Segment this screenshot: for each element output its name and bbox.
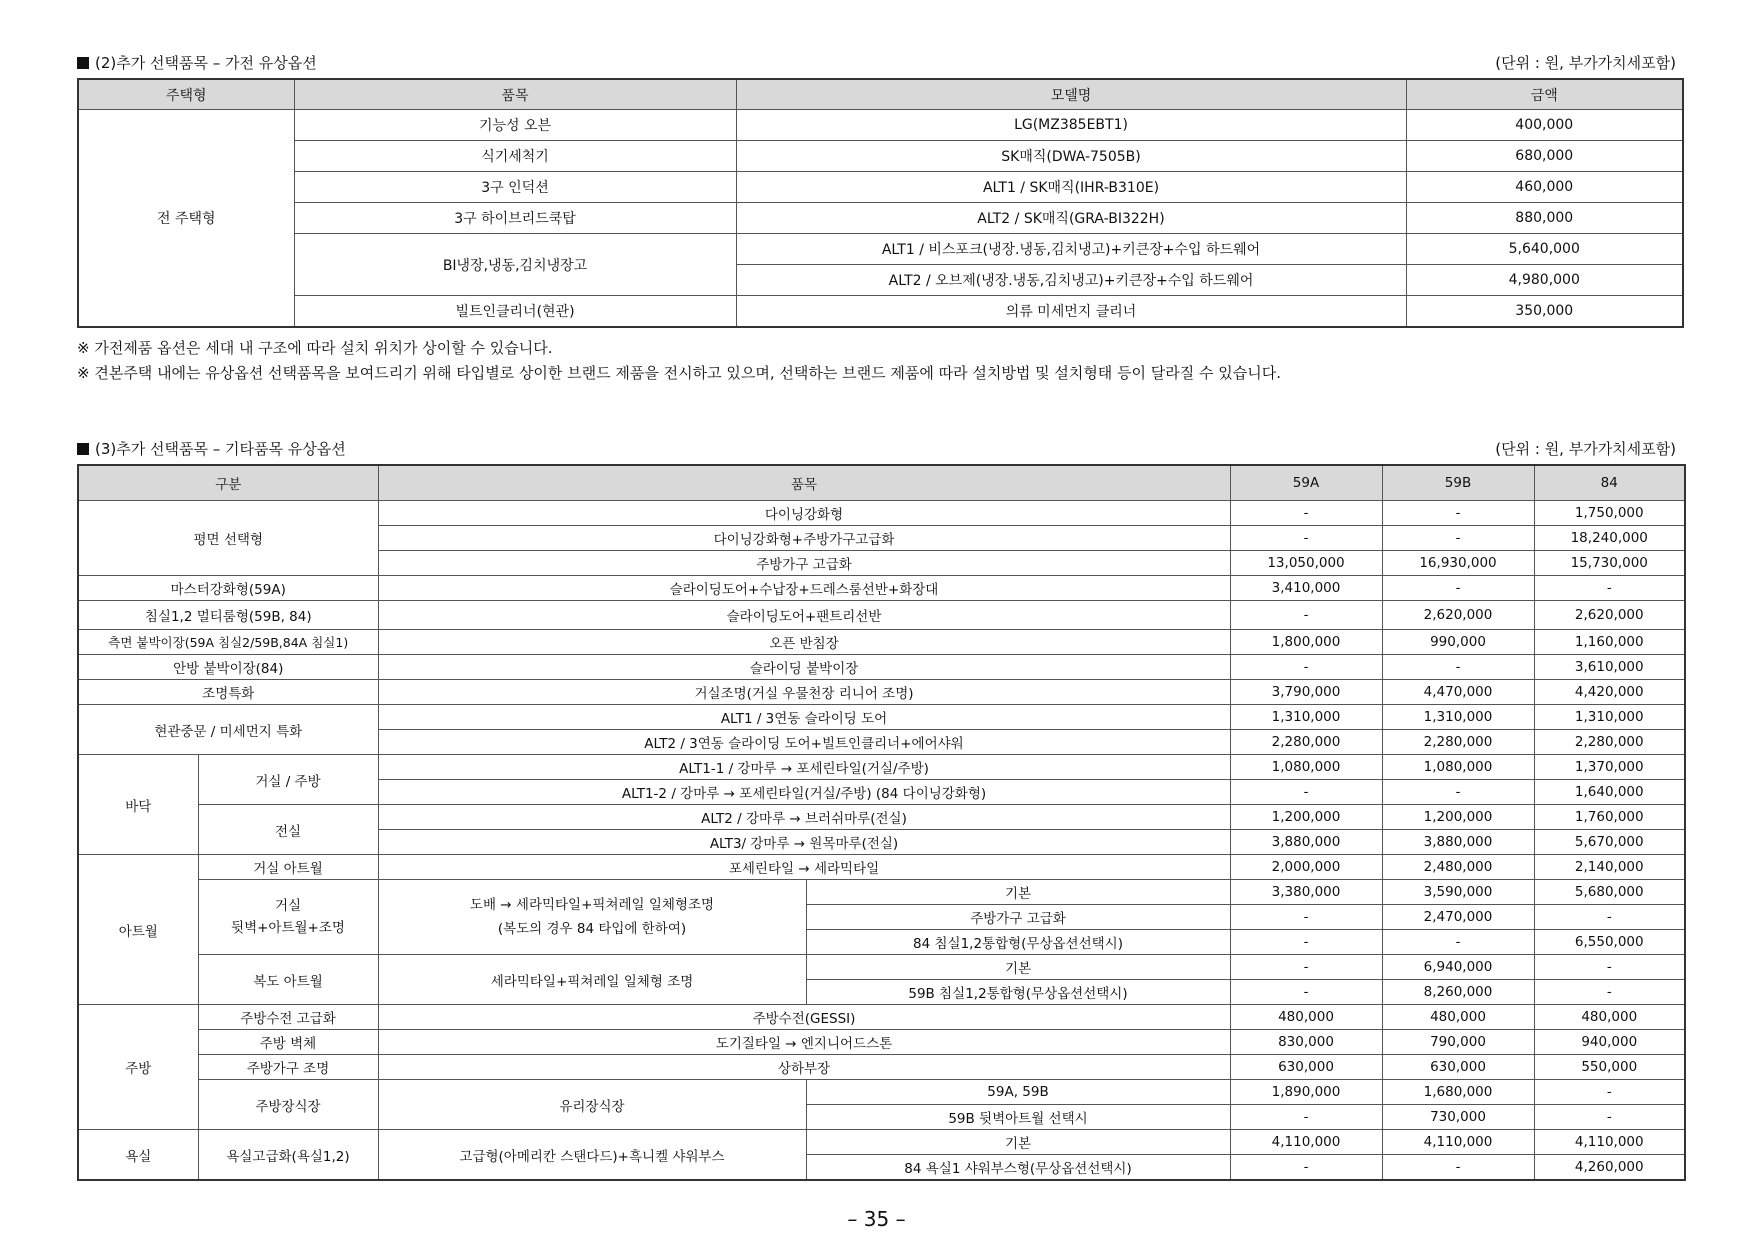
item-cell: 기본 bbox=[806, 955, 1230, 980]
square-bullet-icon bbox=[77, 443, 89, 455]
price-59a: 1,310,000 bbox=[1230, 705, 1382, 730]
description-cell bbox=[378, 880, 806, 955]
table-row bbox=[78, 880, 1685, 905]
price-59a: - bbox=[1230, 601, 1382, 630]
housing-type-cell: 전 주택형 bbox=[78, 110, 294, 328]
price-84: 1,640,000 bbox=[1534, 780, 1685, 805]
price-84: 1,370,000 bbox=[1534, 755, 1685, 780]
item-cell: 59A, 59B bbox=[806, 1080, 1230, 1105]
description-line-1: 도배 → 세라믹타일+픽쳐레일 일체형조명 bbox=[469, 897, 715, 913]
table-row bbox=[78, 141, 1683, 172]
item-cell: 59B 뒷벽아트월 선택시 bbox=[806, 1105, 1230, 1130]
description-cell: 고급형(아메리칸 스탠다드)+흑니켈 샤워부스 bbox=[378, 1130, 806, 1181]
price-59a: 1,080,000 bbox=[1230, 755, 1382, 780]
table-row bbox=[78, 755, 1685, 780]
price-59a: - bbox=[1230, 955, 1382, 980]
table-row bbox=[78, 296, 1683, 328]
section1-heading-text: (2)추가 선택품목 – 가전 유상옵션 bbox=[95, 54, 317, 72]
price-59b: 2,470,000 bbox=[1382, 905, 1534, 930]
item-cell: 기능성 오븐 bbox=[294, 110, 736, 141]
table-row bbox=[78, 172, 1683, 203]
price-59b: 4,470,000 bbox=[1382, 680, 1534, 705]
header-price: 금액 bbox=[1406, 79, 1683, 110]
price-59b: - bbox=[1382, 526, 1534, 551]
subcategory-cell: 욕실고급화(욕실1,2) bbox=[198, 1130, 378, 1181]
price-84: 3,610,000 bbox=[1534, 655, 1685, 680]
square-bullet-icon bbox=[77, 57, 89, 69]
table-row bbox=[78, 234, 1683, 265]
table-row bbox=[78, 1030, 1685, 1055]
table-row bbox=[78, 630, 1685, 655]
price-84: 550,000 bbox=[1534, 1055, 1685, 1080]
section2-heading bbox=[77, 438, 346, 459]
header-item: 품목 bbox=[378, 465, 1230, 501]
table-header-row bbox=[78, 465, 1685, 501]
category-cell: 측면 붙박이장(59A 침실2/59B,84A 침실1) bbox=[78, 630, 378, 655]
table-row bbox=[78, 110, 1683, 141]
price-59b: 480,000 bbox=[1382, 1005, 1534, 1030]
model-cell: ALT2 / 오브제(냉장.냉동,김치냉고)+키큰장+수입 하드웨어 bbox=[736, 265, 1406, 296]
header-59a: 59A bbox=[1230, 465, 1382, 501]
price-59b: 16,930,000 bbox=[1382, 551, 1534, 576]
price-84: - bbox=[1534, 980, 1685, 1005]
price-59b: 2,480,000 bbox=[1382, 855, 1534, 880]
price-59a: - bbox=[1230, 905, 1382, 930]
price-cell: 460,000 bbox=[1406, 172, 1683, 203]
category-cell: 안방 붙박이장(84) bbox=[78, 655, 378, 680]
price-84: 480,000 bbox=[1534, 1005, 1685, 1030]
item-cell: 슬라이딩도어+팬트리선반 bbox=[378, 601, 1230, 630]
item-cell: BI냉장,냉동,김치냉장고 bbox=[294, 234, 736, 296]
table-row bbox=[78, 1055, 1685, 1080]
item-cell: 주방가구 고급화 bbox=[806, 905, 1230, 930]
model-cell: LG(MZ385EBT1) bbox=[736, 110, 1406, 141]
item-cell: 슬라이딩도어+수납장+드레스룸선반+화장대 bbox=[378, 576, 1230, 601]
price-59a: 3,880,000 bbox=[1230, 830, 1382, 855]
model-cell: SK매직(DWA-7505B) bbox=[736, 141, 1406, 172]
description-cell: 세라믹타일+픽쳐레일 일체형 조명 bbox=[378, 955, 806, 1005]
price-84: 1,750,000 bbox=[1534, 501, 1685, 526]
subcategory-cell: 주방가구 조명 bbox=[198, 1055, 378, 1080]
item-cell: 다이닝강화형+주방가구고급화 bbox=[378, 526, 1230, 551]
price-84: 1,760,000 bbox=[1534, 805, 1685, 830]
price-59a: - bbox=[1230, 655, 1382, 680]
model-cell: ALT1 / SK매직(IHR-B310E) bbox=[736, 172, 1406, 203]
price-84: - bbox=[1534, 1080, 1685, 1105]
subcategory-cell: 거실 / 주방 bbox=[198, 755, 378, 805]
item-cell: 주방가구 고급화 bbox=[378, 551, 1230, 576]
model-cell: ALT2 / SK매직(GRA-BI322H) bbox=[736, 203, 1406, 234]
category-cell: 현관중문 / 미세먼지 특화 bbox=[78, 705, 378, 755]
price-59a: - bbox=[1230, 780, 1382, 805]
subcategory-cell: 거실 아트월 bbox=[198, 855, 378, 880]
price-59b: 990,000 bbox=[1382, 630, 1534, 655]
subcategory-cell: 주방수전 고급화 bbox=[198, 1005, 378, 1030]
header-59b: 59B bbox=[1382, 465, 1534, 501]
price-59b: 790,000 bbox=[1382, 1030, 1534, 1055]
price-84: 1,310,000 bbox=[1534, 705, 1685, 730]
note-2: ※ 견본주택 내에는 유상옵션 선택품목을 보여드리기 위해 타입별로 상이한 브랜드 제품을 전시하고 있으며, 선택하는 브랜드 제품에 따라 설치방법 및 설치형태 등이 달라질 수 있습니다. bbox=[77, 364, 1282, 382]
item-cell: 슬라이딩 붙박이장 bbox=[378, 655, 1230, 680]
note-1: ※ 가전제품 옵션은 세대 내 구조에 따라 설치 위치가 상이할 수 있습니다. bbox=[77, 339, 553, 357]
price-84: 1,160,000 bbox=[1534, 630, 1685, 655]
price-59a: - bbox=[1230, 501, 1382, 526]
price-84: 4,110,000 bbox=[1534, 1130, 1685, 1155]
subcategory-cell: 주방 벽체 bbox=[198, 1030, 378, 1055]
description-line-2: (복도의 경우 84 타입에 한하여) bbox=[497, 921, 687, 937]
table-row bbox=[78, 680, 1685, 705]
appliance-options-table bbox=[77, 78, 1684, 328]
section2-heading-text: (3)추가 선택품목 – 기타품목 유상옵션 bbox=[95, 440, 346, 458]
price-59b: 2,280,000 bbox=[1382, 730, 1534, 755]
item-cell: 상하부장 bbox=[378, 1055, 1230, 1080]
price-cell: 880,000 bbox=[1406, 203, 1683, 234]
price-59b: 1,080,000 bbox=[1382, 755, 1534, 780]
price-59b: 1,680,000 bbox=[1382, 1080, 1534, 1105]
price-59b: 1,310,000 bbox=[1382, 705, 1534, 730]
item-cell: 빌트인클리너(현관) bbox=[294, 296, 736, 328]
item-cell: 59B 침실1,2통합형(무상옵션선택시) bbox=[806, 980, 1230, 1005]
price-59b: 6,940,000 bbox=[1382, 955, 1534, 980]
header-housing-type: 주택형 bbox=[78, 79, 294, 110]
header-model: 모델명 bbox=[736, 79, 1406, 110]
price-59a: 4,110,000 bbox=[1230, 1130, 1382, 1155]
price-59b: 1,200,000 bbox=[1382, 805, 1534, 830]
table-row bbox=[78, 1005, 1685, 1030]
category-cell: 평면 선택형 bbox=[78, 501, 378, 576]
item-cell: 거실조명(거실 우물천장 리니어 조명) bbox=[378, 680, 1230, 705]
category-cell: 욕실 bbox=[78, 1130, 198, 1181]
price-59a: - bbox=[1230, 526, 1382, 551]
price-59a: 1,800,000 bbox=[1230, 630, 1382, 655]
price-84: 18,240,000 bbox=[1534, 526, 1685, 551]
price-84: - bbox=[1534, 955, 1685, 980]
price-59a: 3,380,000 bbox=[1230, 880, 1382, 905]
model-cell: ALT1 / 비스포크(냉장.냉동,김치냉고)+키큰장+수입 하드웨어 bbox=[736, 234, 1406, 265]
price-59a: 2,000,000 bbox=[1230, 855, 1382, 880]
item-cell: 주방수전(GESSI) bbox=[378, 1005, 1230, 1030]
price-59a: 1,890,000 bbox=[1230, 1080, 1382, 1105]
page-number: – 35 – bbox=[847, 1207, 906, 1231]
price-59b: 3,880,000 bbox=[1382, 830, 1534, 855]
price-84: 5,680,000 bbox=[1534, 880, 1685, 905]
price-84: 2,620,000 bbox=[1534, 601, 1685, 630]
item-cell: 3구 하이브리드쿡탑 bbox=[294, 203, 736, 234]
item-cell: 기본 bbox=[806, 1130, 1230, 1155]
price-84: - bbox=[1534, 576, 1685, 601]
category-cell: 마스터강화형(59A) bbox=[78, 576, 378, 601]
category-cell: 침실1,2 멀티룸형(59B, 84) bbox=[78, 601, 378, 630]
table-row bbox=[78, 601, 1685, 630]
subcategory-line-2: 뒷벽+아트월+조명 bbox=[231, 920, 345, 936]
item-cell: ALT1-2 / 강마루 → 포세린타일(거실/주방) (84 다이닝강화형) bbox=[378, 780, 1230, 805]
price-84: 2,140,000 bbox=[1534, 855, 1685, 880]
price-84: - bbox=[1534, 905, 1685, 930]
table-row bbox=[78, 203, 1683, 234]
header-item: 품목 bbox=[294, 79, 736, 110]
price-cell: 350,000 bbox=[1406, 296, 1683, 328]
price-cell: 4,980,000 bbox=[1406, 265, 1683, 296]
price-59b: - bbox=[1382, 1155, 1534, 1181]
section1-heading bbox=[77, 52, 317, 73]
price-84: 2,280,000 bbox=[1534, 730, 1685, 755]
table-row bbox=[78, 1080, 1685, 1105]
price-59a: 1,200,000 bbox=[1230, 805, 1382, 830]
price-59b: 730,000 bbox=[1382, 1105, 1534, 1130]
item-cell: 84 침실1,2통합형(무상옵션선택시) bbox=[806, 930, 1230, 955]
price-59a: 13,050,000 bbox=[1230, 551, 1382, 576]
price-59a: - bbox=[1230, 980, 1382, 1005]
table-row bbox=[78, 501, 1685, 526]
table-header-row bbox=[78, 79, 1683, 110]
description-cell: 유리장식장 bbox=[378, 1080, 806, 1130]
section1-unit: (단위 : 원, 부가가치세포함) bbox=[1495, 54, 1676, 72]
price-59b: 630,000 bbox=[1382, 1055, 1534, 1080]
item-cell: ALT2 / 강마루 → 브러쉬마루(전실) bbox=[378, 805, 1230, 830]
price-59a: 3,410,000 bbox=[1230, 576, 1382, 601]
category-cell: 아트월 bbox=[78, 855, 198, 1005]
price-59b: 2,620,000 bbox=[1382, 601, 1534, 630]
table-row bbox=[78, 805, 1685, 830]
price-84: 5,670,000 bbox=[1534, 830, 1685, 855]
price-84: - bbox=[1534, 1105, 1685, 1130]
item-cell: ALT2 / 3연동 슬라이딩 도어+빌트인클리너+에어샤워 bbox=[378, 730, 1230, 755]
price-59b: 3,590,000 bbox=[1382, 880, 1534, 905]
table-row bbox=[78, 705, 1685, 730]
item-cell: ALT3/ 강마루 → 원목마루(전실) bbox=[378, 830, 1230, 855]
item-cell: 3구 인덕션 bbox=[294, 172, 736, 203]
price-84: 6,550,000 bbox=[1534, 930, 1685, 955]
price-59b: 4,110,000 bbox=[1382, 1130, 1534, 1155]
price-59a: 630,000 bbox=[1230, 1055, 1382, 1080]
price-59b: - bbox=[1382, 930, 1534, 955]
item-cell: 84 욕실1 샤워부스형(무상옵션선택시) bbox=[806, 1155, 1230, 1181]
header-84: 84 bbox=[1534, 465, 1685, 501]
price-59a: 830,000 bbox=[1230, 1030, 1382, 1055]
item-cell: 도기질타일 → 엔지니어드스톤 bbox=[378, 1030, 1230, 1055]
price-cell: 680,000 bbox=[1406, 141, 1683, 172]
category-cell: 주방 bbox=[78, 1005, 198, 1130]
item-cell: ALT1-1 / 강마루 → 포세린타일(거실/주방) bbox=[378, 755, 1230, 780]
header-category: 구분 bbox=[78, 465, 378, 501]
table-row bbox=[78, 576, 1685, 601]
price-59a: 2,280,000 bbox=[1230, 730, 1382, 755]
category-cell: 조명특화 bbox=[78, 680, 378, 705]
table-row bbox=[78, 1130, 1685, 1155]
item-cell: 오픈 반침장 bbox=[378, 630, 1230, 655]
other-options-table bbox=[77, 464, 1686, 1181]
price-84: 15,730,000 bbox=[1534, 551, 1685, 576]
price-cell: 5,640,000 bbox=[1406, 234, 1683, 265]
price-59a: 480,000 bbox=[1230, 1005, 1382, 1030]
price-cell: 400,000 bbox=[1406, 110, 1683, 141]
subcategory-cell bbox=[198, 880, 378, 955]
price-59a: - bbox=[1230, 1155, 1382, 1181]
price-84: 940,000 bbox=[1534, 1030, 1685, 1055]
table-row bbox=[78, 855, 1685, 880]
price-59a: - bbox=[1230, 930, 1382, 955]
item-cell: 다이닝강화형 bbox=[378, 501, 1230, 526]
price-59a: - bbox=[1230, 1105, 1382, 1130]
price-59b: - bbox=[1382, 501, 1534, 526]
category-cell: 바닥 bbox=[78, 755, 198, 855]
price-84: 4,260,000 bbox=[1534, 1155, 1685, 1181]
item-cell: 식기세척기 bbox=[294, 141, 736, 172]
subcategory-line-1: 거실 bbox=[274, 898, 302, 914]
price-59a: 3,790,000 bbox=[1230, 680, 1382, 705]
subcategory-cell: 주방장식장 bbox=[198, 1080, 378, 1130]
model-cell: 의류 미세먼지 클리너 bbox=[736, 296, 1406, 328]
price-84: 4,420,000 bbox=[1534, 680, 1685, 705]
item-cell: ALT1 / 3연동 슬라이딩 도어 bbox=[378, 705, 1230, 730]
table-row bbox=[78, 955, 1685, 980]
item-cell: 기본 bbox=[806, 880, 1230, 905]
table-row bbox=[78, 655, 1685, 680]
price-59b: - bbox=[1382, 655, 1534, 680]
price-59b: 8,260,000 bbox=[1382, 980, 1534, 1005]
subcategory-cell: 복도 아트월 bbox=[198, 955, 378, 1005]
item-cell: 포세린타일 → 세라믹타일 bbox=[378, 855, 1230, 880]
section2-unit: (단위 : 원, 부가가치세포함) bbox=[1495, 440, 1676, 458]
subcategory-cell: 전실 bbox=[198, 805, 378, 855]
price-59b: - bbox=[1382, 576, 1534, 601]
price-59b: - bbox=[1382, 780, 1534, 805]
